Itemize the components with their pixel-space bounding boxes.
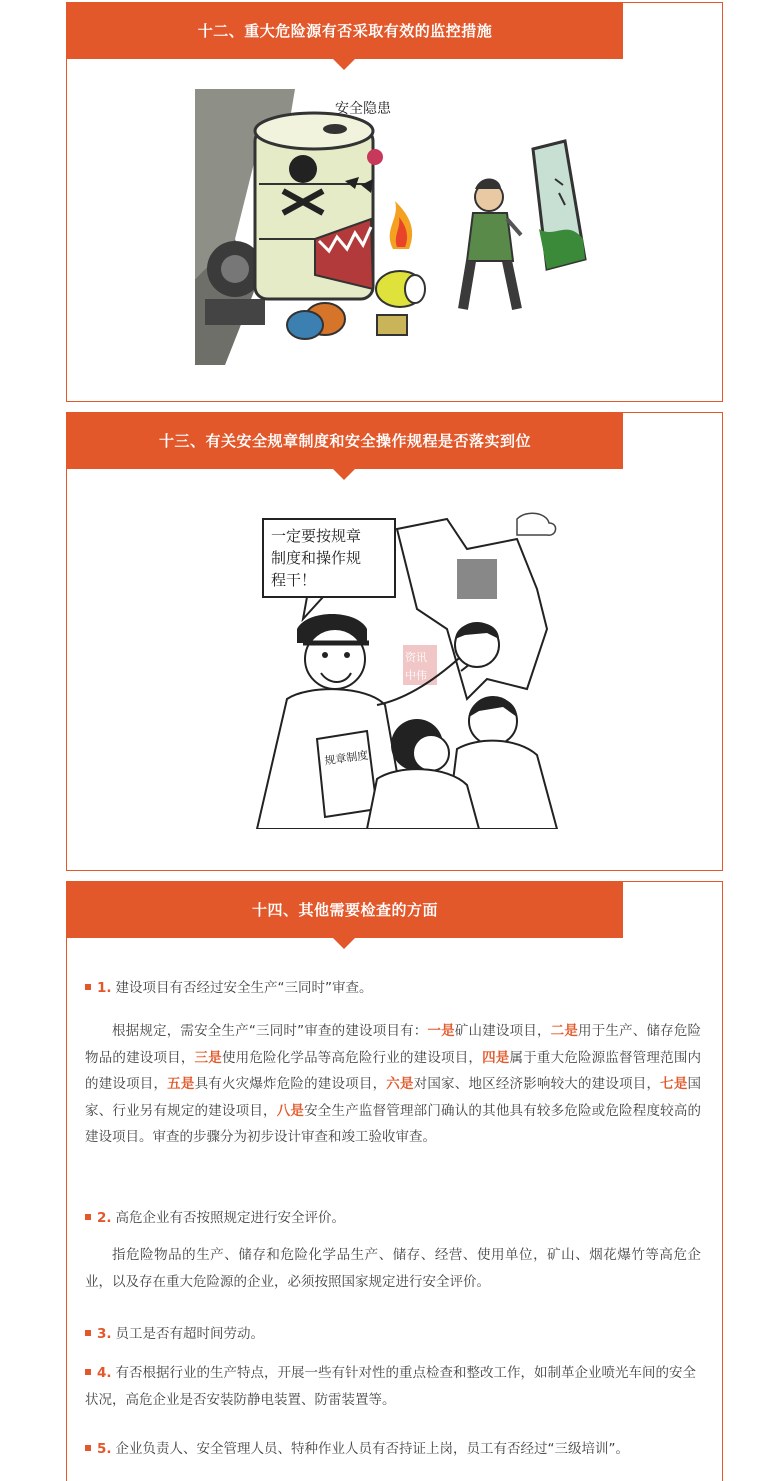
section-12-card [66,2,723,402]
item-text: 建设项目有否经过安全生产“三同时”审查。 [115,980,373,996]
section-title: 十四、其他需要检查的方面 [251,901,438,919]
section-13-card [66,412,723,871]
header-pointer [333,59,355,70]
section-title: 十三、有关安全规章制度和安全操作规程是否落实到位 [158,432,531,450]
item-4 [85,1360,701,1413]
item-number: 5. [97,1441,112,1457]
section-header [67,882,623,938]
item-text: 高危企业有否按照规定进行安全评价。 [115,1210,346,1226]
safety-rules-cartoon [217,509,571,829]
speech-line-2: 制度和操作规 [271,549,362,567]
section-14-card [66,881,723,1481]
square-bullet-icon [85,1214,91,1220]
square-bullet-icon [85,1330,91,1336]
item-5-heading [85,1437,629,1457]
section-header [67,3,623,59]
speech-line-3: 程干！ [271,571,317,589]
hazard-barrel-cartoon [195,89,593,365]
item-2-heading [85,1206,345,1226]
square-bullet-icon [85,1445,91,1451]
square-bullet-icon [85,984,91,990]
item-1-paragraph: 根据规定，需安全生产“三同时”审查的建设项目有：一是矿山建设项目，二是用于生产、储存危险物品的建设项目，三是使用危险化学品等高危险行业的建设项目，四是属于重大危险源监督管理范围内的建设项目，五是具有火灾爆炸危险的建设项目，六是对国家、地区经济影响较大的建设项目，七是国家、行业另有规定的建设项目，八是安全生产监督管理部门确认的其他具有较多危险或危险程度较高的建设项目。审查的步骤分为初步设计审查和竣工验收审查。 [85,1023,702,1145]
section-title: 十二、重大危险源有否采取有效的监控措施 [197,22,493,40]
square-bullet-icon [85,1369,91,1375]
item-number: 4. [97,1365,112,1381]
watermark-line-2: 中伟 [405,669,427,682]
book-label: 规章制度 [323,748,370,768]
item-text: 员工是否有超时间劳动。 [115,1326,265,1342]
section-header [67,413,623,469]
header-pointer [333,469,355,480]
watermark-line-1: 资讯 [405,651,427,664]
header-pointer [333,938,355,949]
item-text: 企业负责人、安全管理人员、特种作业人员有否持证上岗，员工有否经过“三级培训”。 [115,1441,630,1457]
item-3-heading [85,1322,264,1342]
speech-line-1: 一定要按规章 [271,527,362,545]
item-number: 3. [97,1326,112,1342]
hazard-label: 安全隐患 [335,101,391,117]
item-number: 2. [97,1210,112,1226]
item-1-heading [85,976,373,996]
item-text: 有否根据行业的生产特点，开展一些有针对性的重点检查和整改工作，如制革企业喷光车间的安全状况，高危企业是否安装防静电装置、防雷装置等。 [85,1365,697,1408]
item-2-paragraph: 指危险物品的生产、储存和危险化学品生产、储存、经营、使用单位，矿山、烟花爆竹等高危企业，以及存在重大危险源的企业，必须按照国家规定进行安全评价。 [85,1247,701,1290]
item-number: 1. [97,980,112,996]
